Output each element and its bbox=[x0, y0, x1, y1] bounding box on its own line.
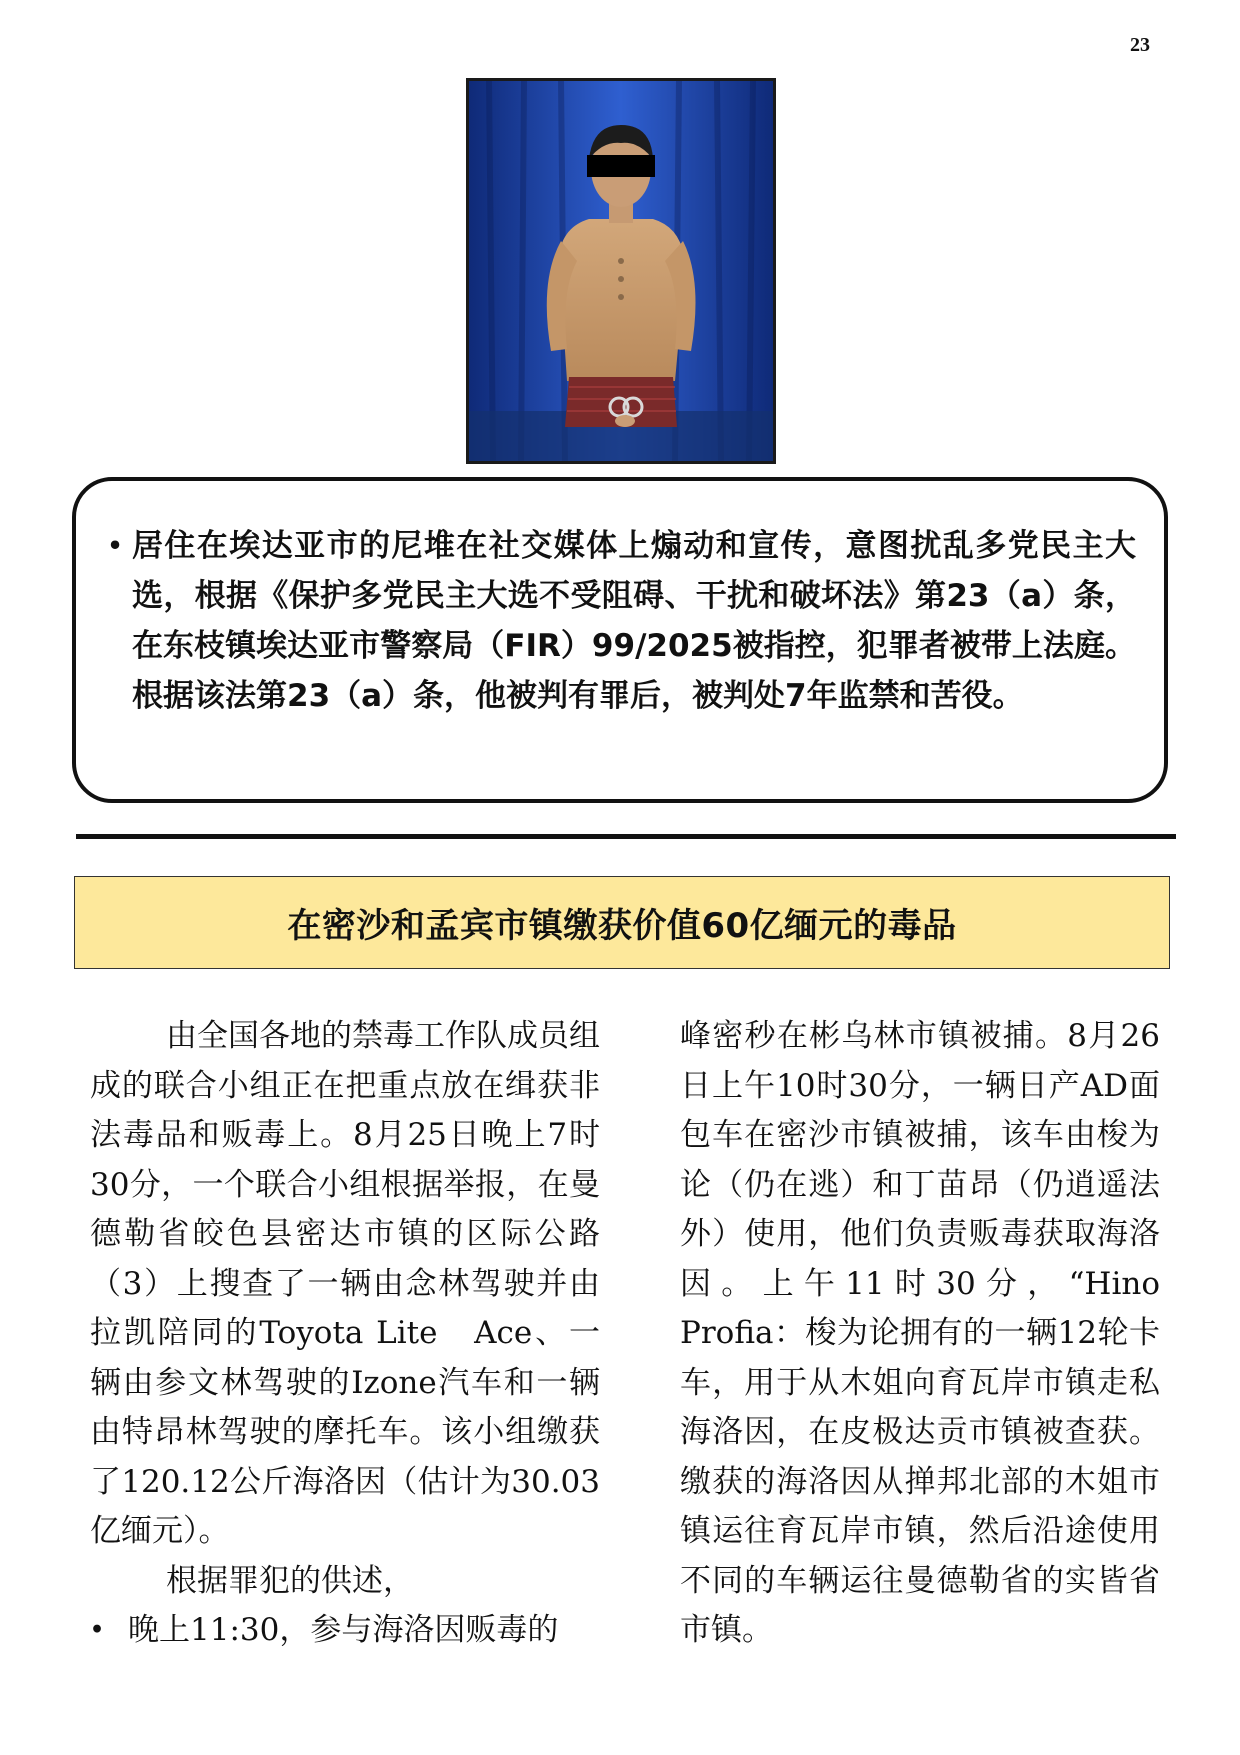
article-bullet-text: 晚上11:30，参与海洛因贩毒的 bbox=[128, 1612, 559, 1648]
article-right-column bbox=[680, 1012, 1191, 1656]
article-left-column bbox=[90, 1012, 600, 1656]
page-number: 23 bbox=[1130, 34, 1150, 56]
article-bullet-item bbox=[90, 1606, 600, 1656]
notice-item bbox=[98, 521, 1136, 721]
suspect-photo bbox=[466, 78, 776, 464]
bullet-icon: • bbox=[90, 1617, 105, 1643]
article-paragraph-2: 根据罪犯的供述， bbox=[166, 1562, 414, 1599]
notice-box bbox=[72, 477, 1168, 803]
article-paragraph-3: 峰密秒在彬乌林市镇被捕。8月26日上午10时30分，一辆日产AD面包车在密沙市镇被捕，该车由梭为论（仍在逃）和丁苗昂（仍逍遥法外）使用，他们负责贩毒获取海洛因。上午11时30分，“Hino Profia：梭为论拥有的一辆12轮卡车，用于从木姐向育瓦岸市镇走私海洛因，在皮极达贡市镇被查获。缴获的海洛因从掸邦北部的木姐市镇运往育瓦岸市镇，然后沿途使用不同的车辆运往曼德勒省的实皆省市镇。 bbox=[680, 1018, 1191, 1648]
notice-text: 居住在埃达亚市的尼堆在社交媒体上煽动和宣传，意图扰乱多党民主大选，根据《保护多党民主大选不受阻碍、干扰和破坏法》第23（a）条，在东枝镇埃达亚市警察局（FIR）99/2025被指控，犯罪者被带上法庭。根据该法第23（a）条，他被判有罪后，被判处7年监禁和苦役。 bbox=[132, 528, 1136, 714]
section-divider bbox=[76, 834, 1176, 839]
bullet-icon: • bbox=[107, 531, 123, 560]
article-paragraph-1: 由全国各地的禁毒工作队成员组成的联合小组正在把重点放在缉获非法毒品和贩毒上。8月25日晚上7时30分，一个联合小组根据举报，在曼德勒省皎色县密达市镇的区际公路（3）上搜查了一辆由念林驾驶并由拉凯陪同的Toyota Lite Ace、一辆由参文林驾驶的Izone汽车和一辆由特昂林驾驶的摩托车。该小组缴获了120.12公斤海洛因（估计为30.03亿缅元）。 bbox=[90, 1018, 600, 1549]
headline-box bbox=[74, 876, 1170, 969]
photo-illustration bbox=[469, 81, 773, 461]
article-headline: 在密沙和孟宾市镇缴获价值60亿缅元的毒品 bbox=[287, 906, 957, 946]
